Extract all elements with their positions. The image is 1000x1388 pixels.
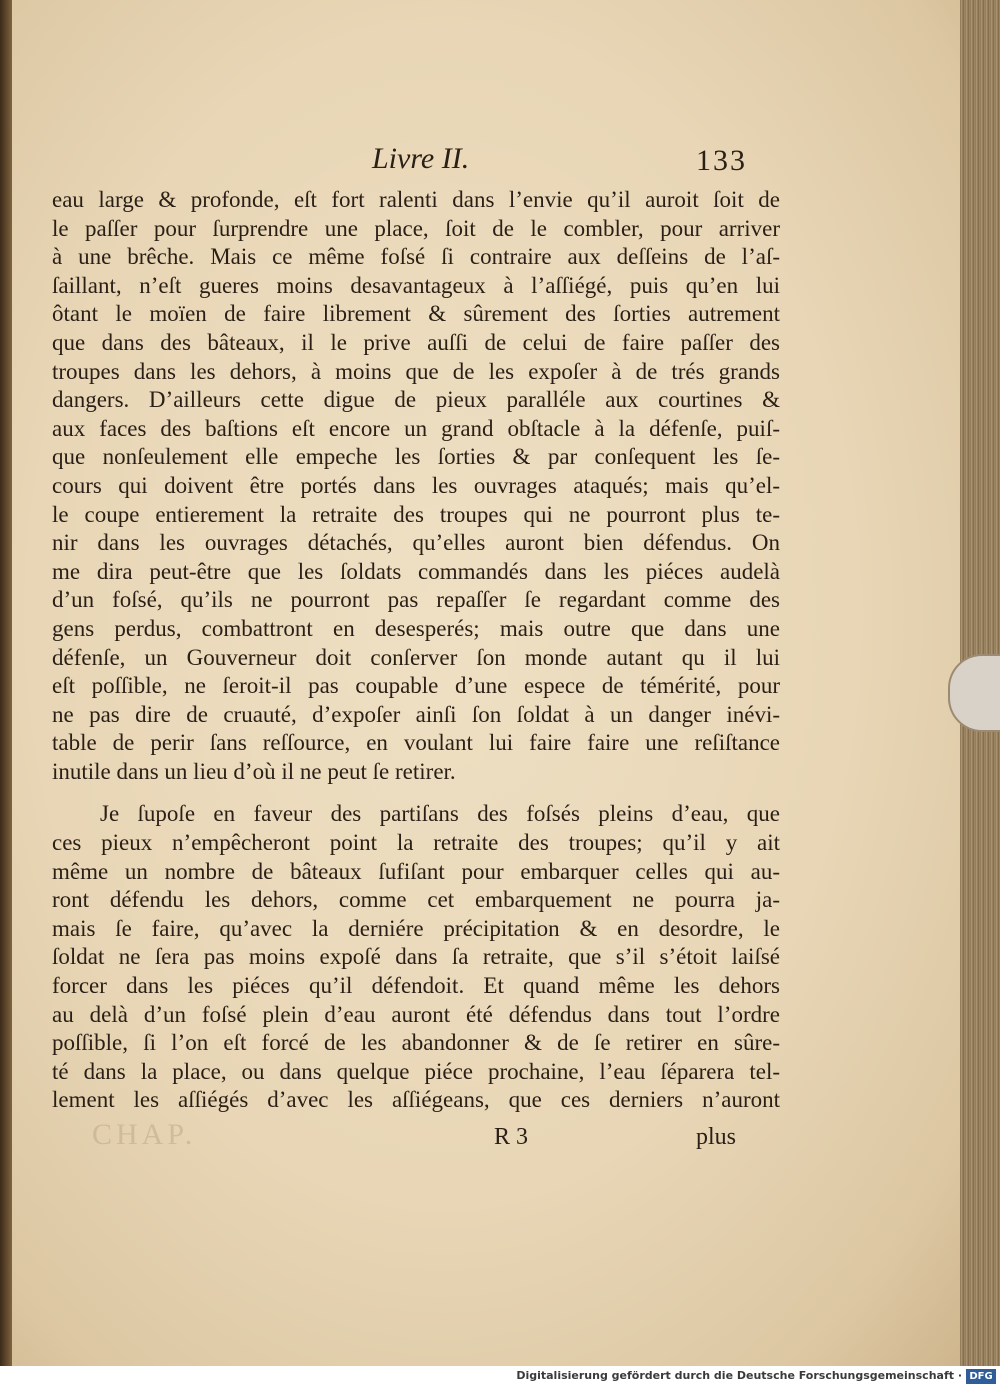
- text-line: gens perdus, combattront en desesperés; mais outre que dans une: [52, 615, 780, 641]
- text-line: ces pieux n’empêcheront point la retraite des troupes; qu’il y ait: [52, 830, 780, 856]
- credit-text: Digitalisierung gefördert durch die Deutsche Forschungsgemeinschaft ·: [516, 1369, 962, 1382]
- text-line: cours qui doivent être portés dans les ouvrages ataqués; mais qu’el-: [52, 472, 780, 498]
- dfg-logo-icon: DFG: [966, 1369, 996, 1384]
- text-line: troupes dans les dehors, à moins que de les expoſer à de trés grands: [52, 358, 780, 384]
- running-title: Livre II.: [372, 142, 470, 175]
- book-page: [12, 0, 970, 1366]
- text-line: d’un foſsé, qu’ils ne pourront pas repaſſer ſe regardant comme des: [52, 587, 780, 613]
- text-line: eau large & profonde, eſt fort ralenti dans l’envie qu’il auroit ſoit de: [52, 187, 780, 212]
- signature-mark: R 3: [494, 1124, 529, 1150]
- text-line: ſoldat ne ſera pas moins expoſé dans ſa retraite, que s’il s’étoit laiſsé: [52, 944, 780, 970]
- text-line: Je ſupoſe en faveur des partiſans des foſsés pleins d’eau, que: [100, 801, 780, 827]
- text-line: aux faces des baſtions eſt encore un grand obſtacle à la défenſe, puiſ-: [52, 415, 780, 441]
- text-line: ôtant le moïen de faire librement & sûrement des ſorties autrement: [52, 301, 780, 327]
- text-line: nir dans les ouvrages détachés, qu’elles auront bien défendus. On: [52, 530, 780, 556]
- text-line: le paſſer pour ſurprendre une place, ſoit de le combler, pour arriver: [52, 215, 780, 241]
- text-line: même un nombre de bâteaux ſufiſant pour embarquer celles qui au-: [52, 858, 780, 884]
- show-through-mark: CHAP.: [92, 1118, 197, 1151]
- text-line: eſt poſſible, ne ſeroit-il pas coupable d’une espece de témérité, pour: [52, 673, 780, 699]
- text-line: que dans des bâteaux, il le prive auſſi de celui de faire paſſer des: [52, 329, 780, 355]
- catchword: plus: [696, 1124, 737, 1150]
- text-line: ront défendu les dehors, comme cet embarquement ne pourra ja-: [52, 887, 780, 913]
- thumb-tab-marker: [948, 654, 1000, 732]
- text-line: mais ſe faire, qu’avec la derniére précipitation & en desordre, le: [52, 915, 780, 941]
- text-line: ne pas dire de cruauté, d’expoſer ainſi ſon ſoldat à un danger inévi-: [52, 701, 780, 727]
- text-line: té dans la place, ou dans quelque piéce prochaine, l’eau ſéparera tel-: [52, 1058, 780, 1084]
- body-text: [52, 186, 780, 1115]
- paragraph-2: [52, 800, 780, 1115]
- text-line: défenſe, un Gouverneur doit conſerver ſon monde autant qu il lui: [52, 644, 780, 670]
- page-number: 133: [696, 144, 747, 177]
- credit-bar: [0, 1366, 1000, 1388]
- text-line: ſaillant, n’eſt gueres moins desavantageux à l’aſſiégé, puis qu’en lui: [52, 272, 780, 298]
- text-line: à une brêche. Mais ce même foſsé ſi contraire aux deſſeins de l’aſ-: [52, 244, 780, 270]
- text-line: forcer dans les piéces qu’il défendoit. Et quand même les dehors: [52, 973, 780, 999]
- text-line: le coupe entierement la retraite des troupes qui ne pourront plus te-: [52, 501, 780, 527]
- running-head: [12, 142, 970, 182]
- text-line: inutile dans un lieu d’où il ne peut ſe retirer.: [52, 758, 456, 784]
- paragraph-1: [52, 186, 780, 786]
- page-footer: [12, 1124, 970, 1158]
- text-line: dangers. D’ailleurs cette digue de pieux paralléle aux courtines &: [52, 387, 780, 413]
- text-line: au delà d’un foſsé plein d’eau auront été défendus dans tout l’ordre: [52, 1001, 780, 1027]
- text-line: poſſible, ſi l’on eſt forcé de les abandonner & de ſe retirer en sûre-: [52, 1030, 780, 1056]
- text-line: lement les aſſiégés d’avec les aſſiégeans, que ces derniers n’auront: [52, 1087, 780, 1113]
- text-line: me dira peut-être que les ſoldats commandés dans les piéces audelà: [52, 558, 780, 584]
- text-line: table de perir ſans reſſource, en voulant lui faire faire une reſiſtance: [52, 730, 780, 756]
- text-line: que nonſeulement elle empeche les ſorties & par conſequent les ſe-: [52, 444, 780, 470]
